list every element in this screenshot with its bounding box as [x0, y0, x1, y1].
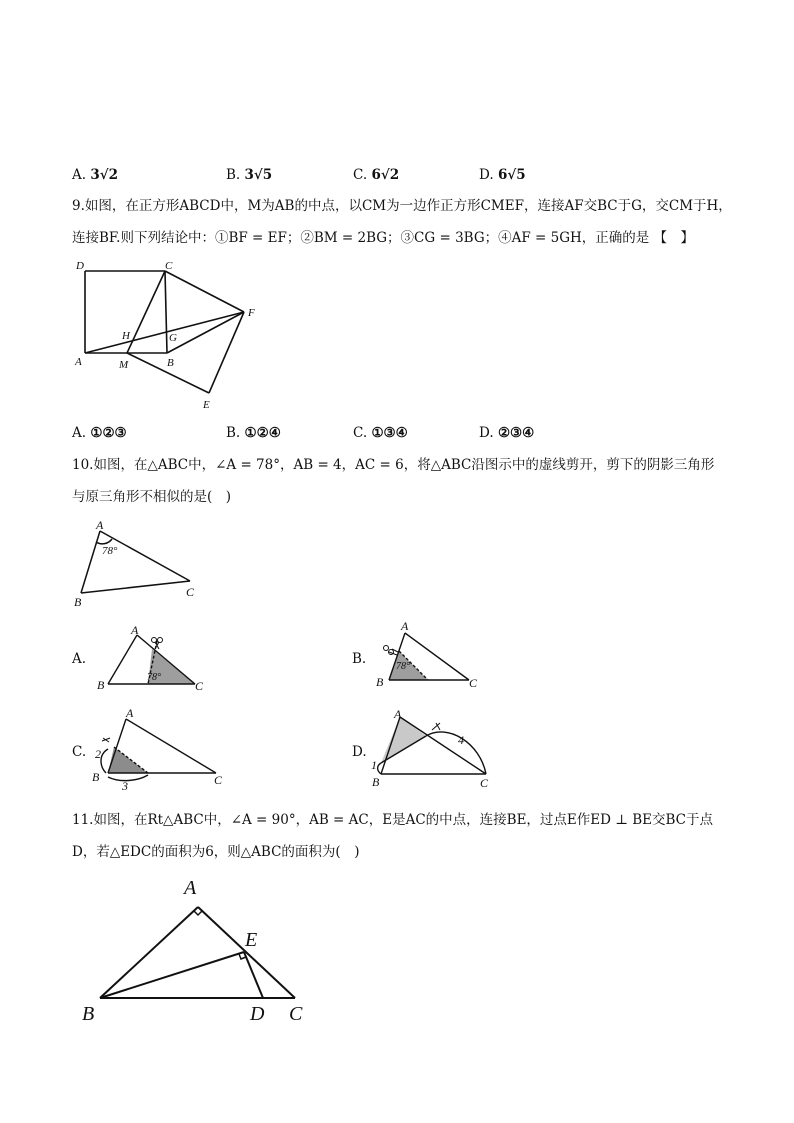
q8-option-c: C. 6√2: [353, 167, 400, 183]
q10-c-label-c: C: [214, 773, 223, 787]
q10-main-label-b: B: [74, 595, 82, 609]
q9-label-m: M: [119, 359, 129, 371]
q8-option-a: A. 3√2: [72, 167, 119, 183]
q9-option-c: C. ①③④: [353, 425, 408, 441]
q10-option-a-letter: A.: [72, 651, 87, 667]
q10-b-label-b: B: [376, 675, 384, 689]
q9-label-c: C: [165, 260, 173, 272]
q11-label-c: C: [289, 1003, 303, 1025]
q10-main-figure: [72, 515, 222, 610]
q10-main-angle: 78°: [102, 545, 118, 557]
q11-text-line2: D，若△EDC的面积为6，则△ABC的面积为( ): [72, 844, 360, 860]
q10-d-num-1: 1: [371, 758, 377, 772]
q9-label-b: B: [167, 357, 174, 369]
q11-label-d: D: [250, 1003, 265, 1025]
q9-label-g: G: [169, 332, 177, 344]
q9-option-d: D. ②③④: [479, 425, 535, 441]
q9-label-f: F: [248, 307, 255, 319]
q10-option-c-letter: C.: [72, 744, 87, 760]
q10-option-c-figure: [90, 705, 230, 793]
q10-d-label-b: B: [372, 775, 380, 789]
q10-text-line2: 与原三角形不相似的是( ): [72, 489, 232, 505]
q9-option-a: A. ①②③: [72, 425, 127, 441]
scissors-icon: [102, 738, 110, 742]
q11-label-b: B: [82, 1003, 95, 1025]
q9-text-line1: 9.如图，在正方形ABCD中，M为AB的中点，以CM为一边作正方形CMEF，连接AF交BC于G，交CM于H，: [72, 198, 732, 214]
q10-option-a-figure: [95, 623, 215, 693]
q11-text-line1: 11.如图，在Rt△ABC中，∠A = 90°，AB = AC，E是AC的中点，连接BE，过点E作ED ⊥ BE交BC于点: [72, 812, 714, 828]
q10-c-label-b: B: [92, 770, 100, 784]
q9-label-d: D: [76, 260, 84, 272]
q8-option-d: D. 6√5: [479, 167, 526, 183]
q10-b-angle: 78°: [396, 661, 410, 672]
q10-main-label-a: A: [96, 518, 104, 532]
q9-label-e: E: [203, 399, 210, 411]
q9-text-line2: 连接BF.则下列结论中：①BF = EF；②BM = 2BG；③CG = 3BG；④AF = 5GH，正确的是 【 】: [72, 230, 695, 246]
q8-option-b: B. 3√5: [226, 167, 273, 183]
q11-figure: [78, 872, 338, 1032]
q9-option-b: B. ①②④: [226, 425, 281, 441]
q10-b-label-c: C: [469, 676, 478, 690]
q10-option-b-letter: B.: [352, 651, 367, 667]
q9-label-a: A: [75, 356, 82, 368]
q9-figure: [72, 255, 272, 415]
q10-main-label-c: C: [186, 585, 195, 599]
q10-option-b-figure: [372, 618, 502, 693]
q10-d-label-c: C: [480, 776, 489, 790]
q11-label-a: A: [184, 877, 197, 899]
q10-d-label-a: A: [394, 707, 402, 721]
q10-option-d-letter: D.: [352, 744, 367, 760]
q9-label-h: H: [122, 330, 130, 342]
q10-a-label-c: C: [195, 679, 204, 693]
q10-c-num-2: 2: [95, 747, 101, 761]
scissors-icon: [384, 646, 399, 656]
q10-option-d-figure: [368, 703, 508, 788]
q10-c-num-3: 3: [122, 779, 128, 793]
q10-a-angle: 78°: [147, 672, 161, 683]
q11-label-e: E: [245, 929, 258, 951]
q10-b-label-a: A: [401, 619, 409, 633]
q10-c-label-a: A: [126, 706, 134, 720]
q10-a-label-b: B: [97, 678, 105, 692]
q10-text-line1: 10.如图，在△ABC中，∠A = 78°，AB = 4，AC = 6，将△ABC沿图示中的虚线剪开，剪下的阴影三角形: [72, 457, 715, 473]
scissors-icon: [432, 723, 440, 730]
q10-a-label-a: A: [131, 623, 139, 637]
q10-d-num-4: 4: [458, 733, 464, 747]
